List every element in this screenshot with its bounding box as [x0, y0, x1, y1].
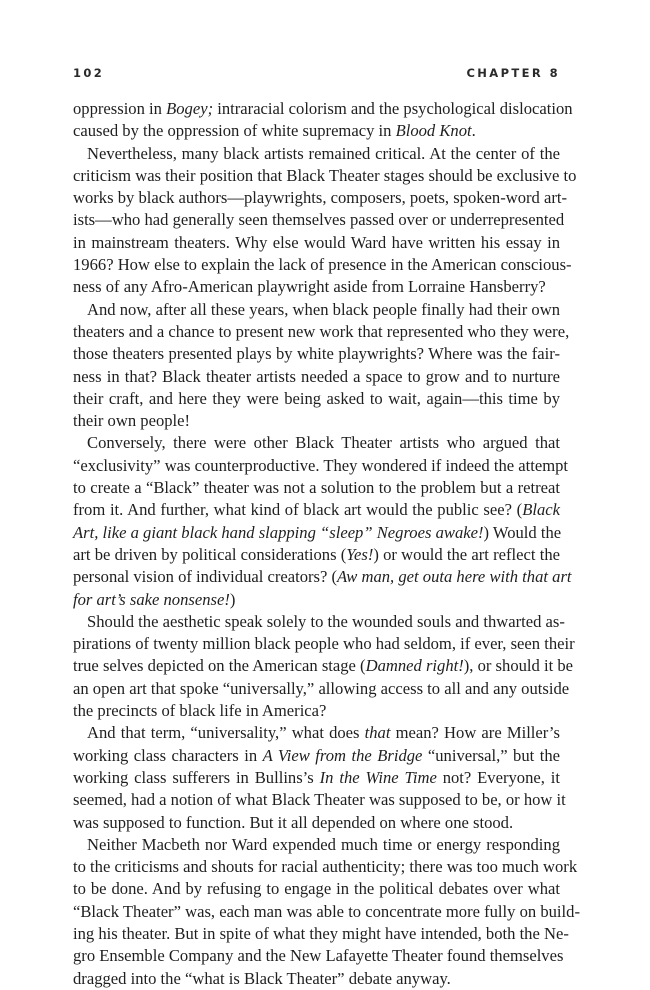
text-line: ing his theater. But in spite of what they might have intended, both the Ne- — [73, 923, 569, 943]
text-line: to create a “Black” theater was not a solution to the problem but a retreat — [73, 478, 560, 498]
text-line: the precincts of black life in America? — [73, 701, 327, 721]
text-line: Neither Macbeth nor Ward expended much time or energy responding — [87, 834, 560, 854]
text-line: seemed, had a notion of what Black Theater was supposed to be, or how it — [73, 790, 566, 810]
text-line: from it. And further, what kind of black art would the public see? (Black — [73, 500, 560, 520]
running-head — [73, 66, 560, 80]
text-line: Nevertheless, many black artists remained critical. At the center of the — [87, 143, 560, 163]
text-line: caused by the oppression of white supremacy in Blood Knot. — [73, 121, 476, 141]
text-line: gro Ensemble Company and the New Lafayette Theater found themselves — [73, 946, 564, 966]
text-line: personal vision of individual creators? (Aw man, get outa here with that art — [73, 567, 572, 587]
text-line: dragged into the “what is Black Theater” debate anyway. — [73, 968, 451, 988]
text-line: Conversely, there were other Black Theater artists who argued that — [87, 433, 560, 453]
text-line: oppression in Bogey; intraracial colorism and the psychological dislocation — [73, 99, 573, 118]
text-line: for art’s sake nonsense!) — [73, 589, 236, 609]
text-line: working class characters in A View from the Bridge “universal,” but the — [73, 745, 561, 765]
text-line: criticism was their position that Black Theater stages should be exclusive to — [73, 165, 577, 185]
text-line: their own people! — [73, 411, 191, 431]
text-line: in mainstream theaters. Why else would Ward have written his essay in — [73, 232, 560, 252]
body-text — [73, 98, 580, 990]
text-line: working class sufferers in Bullins’s In the Wine Time not? Everyone, it — [73, 767, 560, 787]
text-line: works by black authors—playwrights, composers, poets, spoken-word art- — [73, 188, 568, 208]
text-line: those theaters presented plays by white playwrights? Where was the fair- — [73, 344, 560, 364]
text-line: to the criticisms and shouts for racial authenticity; there was too much work — [73, 857, 578, 877]
text-line: “Black Theater” was, each man was able to concentrate more fully on build- — [73, 901, 580, 921]
text-line: 1966? How else to explain the lack of presence in the American conscious- — [73, 255, 572, 275]
text-line: their craft, and here they were being asked to wait, again—this time by — [73, 388, 560, 408]
text-line: Should the aesthetic speak solely to the wounded souls and thwarted as- — [87, 611, 565, 631]
text-line: Art, like a giant black hand slapping “sleep” Negroes awake!) Would the — [73, 522, 562, 542]
text-line: was supposed to function. But it all depended on where one stood. — [73, 812, 514, 832]
text-line: pirations of twenty million black people who had seldom, if ever, seen their — [73, 634, 575, 654]
text-line: “exclusivity” was counterproductive. They wondered if indeed the attempt — [73, 455, 569, 475]
text-line: And that term, “universality,” what does that mean? How are Miller’s — [87, 723, 560, 743]
page-number: 102 — [73, 66, 105, 80]
text-line: art be driven by political considerations (Yes!) or would the art reflect the — [73, 544, 560, 564]
text-line: an open art that spoke “universally,” allowing access to all and any outside — [73, 678, 570, 698]
text-line: ness in that? Black theater artists needed a space to grow and to nurture — [73, 366, 560, 386]
chapter-heading: CHAPTER 8 — [466, 66, 560, 80]
text-line: theaters and a chance to present new work that represented who they were, — [73, 321, 570, 341]
text-line: true selves depicted on the American stage (Damned right!), or should it be — [73, 656, 573, 676]
text-line: And now, after all these years, when black people finally had their own — [87, 299, 560, 319]
text-line: ists—who had generally seen themselves passed over or underrepresented — [73, 210, 565, 230]
text-line: to be done. And by refusing to engage in the political debates over what — [73, 879, 560, 899]
text-line: ness of any Afro-American playwright aside from Lorraine Hansberry? — [73, 277, 546, 297]
